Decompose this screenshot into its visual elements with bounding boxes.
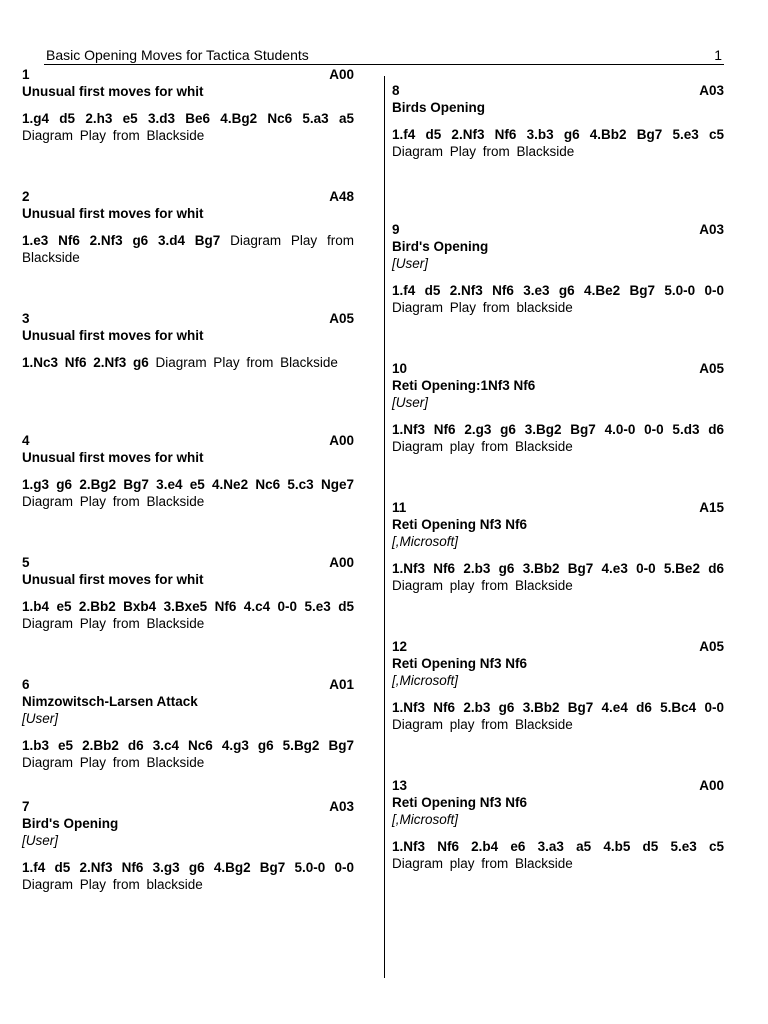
game-entry (392, 499, 724, 638)
game-source: [User] (22, 833, 59, 848)
game-number: 3 (22, 311, 30, 326)
move-list (22, 476, 354, 510)
game-number: 4 (22, 433, 30, 448)
move-list (392, 560, 724, 594)
move-list (392, 838, 724, 872)
game-header-row (22, 188, 354, 205)
diagram-link[interactable]: Diagram Play from Blackside (22, 494, 205, 509)
diagram-link[interactable]: Diagram play from Blackside (392, 717, 573, 732)
game-source: [User] (22, 711, 59, 726)
game-entry (392, 360, 724, 499)
game-header-row (392, 777, 724, 794)
game-entry (392, 777, 724, 916)
game-source: [,Microsoft] (392, 812, 459, 827)
game-number: 10 (392, 361, 408, 376)
game-header-row (392, 221, 724, 238)
page-header (44, 46, 724, 65)
game-number: 1 (22, 67, 30, 82)
diagram-link[interactable]: Diagram Play from blackside (392, 300, 573, 315)
game-source: [User] (392, 395, 429, 410)
eco-code: A03 (699, 83, 724, 98)
eco-code: A05 (329, 311, 354, 326)
move-list (392, 421, 724, 455)
game-number: 8 (392, 83, 400, 98)
eco-code: A03 (329, 799, 354, 814)
move-sequence: 1.Nc3 Nf6 2.Nf3 g6 (22, 355, 149, 370)
right-column (392, 82, 724, 916)
game-entry (22, 66, 354, 188)
opening-name: Nimzowitsch-Larsen Attack (22, 694, 198, 709)
game-entry (22, 676, 354, 798)
move-sequence: 1.g4 d5 2.h3 e5 3.d3 Be6 4.Bg2 Nc6 5.a3 a5 (22, 111, 354, 126)
game-number: 11 (392, 500, 407, 515)
eco-code: A03 (699, 222, 724, 237)
eco-code: A00 (329, 67, 354, 82)
game-header-row (22, 554, 354, 571)
diagram-link[interactable]: Diagram play from Blackside (392, 439, 573, 454)
move-sequence: 1.b4 e5 2.Bb2 Bxb4 3.Bxe5 Nf6 4.c4 0-0 5.e3 d5 (22, 599, 354, 614)
move-list (392, 282, 724, 316)
game-source: [,Microsoft] (392, 673, 459, 688)
opening-name: Reti Opening Nf3 Nf6 (392, 795, 528, 810)
move-sequence: 1.Nf3 Nf6 2.b3 g6 3.Bb2 Bg7 4.e3 0-0 5.Be2 d6 (392, 561, 724, 576)
eco-code: A00 (699, 778, 724, 793)
game-number: 6 (22, 677, 30, 692)
eco-code: A15 (699, 500, 724, 515)
page-number: 1 (714, 47, 722, 63)
game-entry (392, 82, 724, 221)
opening-name: Unusual first moves for whit (22, 450, 204, 465)
game-source: [,Microsoft] (392, 534, 459, 549)
move-sequence: 1.Nf3 Nf6 2.g3 g6 3.Bg2 Bg7 4.0-0 0-0 5.d3 d6 (392, 422, 724, 437)
diagram-link[interactable]: Diagram Play from Blackside (22, 128, 205, 143)
opening-name: Reti Opening Nf3 Nf6 (392, 656, 528, 671)
move-list (22, 110, 354, 144)
game-header-row (392, 638, 724, 655)
opening-name: Unusual first moves for whit (22, 206, 204, 221)
opening-name: Birds Opening (392, 100, 486, 115)
diagram-link[interactable]: Diagram play from Blackside (392, 856, 573, 871)
diagram-link[interactable]: Diagram Play from Blackside (22, 755, 205, 770)
game-entry (22, 310, 354, 432)
eco-code: A00 (329, 555, 354, 570)
move-list (22, 737, 354, 771)
game-header-row (392, 499, 724, 516)
document-title: Basic Opening Moves for Tactica Students (46, 47, 309, 63)
move-list (392, 126, 724, 160)
diagram-link[interactable]: Diagram Play from Blackside (392, 144, 575, 159)
left-column (22, 66, 354, 920)
move-list (22, 354, 354, 371)
opening-name: Unusual first moves for whit (22, 84, 204, 99)
game-header-row (22, 798, 354, 815)
game-header-row (392, 82, 724, 99)
move-list (392, 699, 724, 733)
eco-code: A48 (329, 189, 354, 204)
game-entry (22, 188, 354, 310)
eco-code: A05 (699, 639, 724, 654)
diagram-link[interactable]: Diagram Play from Blackside (148, 355, 338, 370)
game-header-row (22, 310, 354, 327)
game-number: 5 (22, 555, 30, 570)
diagram-link[interactable]: Diagram Play from Blackside (22, 616, 205, 631)
game-header-row (392, 360, 724, 377)
move-list (22, 598, 354, 632)
game-entry (22, 798, 354, 920)
opening-name: Reti Opening:1Nf3 Nf6 (392, 378, 536, 393)
move-sequence: 1.Nf3 Nf6 2.b4 e6 3.a3 a5 4.b5 d5 5.e3 c5 (392, 839, 724, 854)
game-header-row (22, 66, 354, 83)
move-sequence: 1.Nf3 Nf6 2.b3 g6 3.Bb2 Bg7 4.e4 d6 5.Bc4 0-0 (392, 700, 724, 715)
game-header-row (22, 432, 354, 449)
game-entry (22, 554, 354, 676)
game-source: [User] (392, 256, 429, 271)
game-number: 9 (392, 222, 400, 237)
game-entry (22, 432, 354, 554)
game-number: 2 (22, 189, 30, 204)
diagram-link[interactable]: Diagram Play from blackside (22, 877, 203, 892)
game-entry (392, 221, 724, 360)
move-sequence: 1.f4 d5 2.Nf3 Nf6 3.e3 g6 4.Be2 Bg7 5.0-0 0-0 (392, 283, 724, 298)
game-number: 7 (22, 799, 30, 814)
game-number: 12 (392, 639, 408, 654)
opening-name: Reti Opening Nf3 Nf6 (392, 517, 528, 532)
diagram-link[interactable]: Diagram Play from Blackside (22, 233, 354, 265)
game-entry (392, 638, 724, 777)
game-number: 13 (392, 778, 408, 793)
opening-name: Bird's Opening (392, 239, 489, 254)
opening-name: Bird's Opening (22, 816, 119, 831)
game-header-row (22, 676, 354, 693)
move-sequence: 1.e3 Nf6 2.Nf3 g6 3.d4 Bg7 (22, 233, 221, 248)
diagram-link[interactable]: Diagram play from Blackside (392, 578, 573, 593)
eco-code: A05 (699, 361, 724, 376)
opening-name: Unusual first moves for whit (22, 572, 204, 587)
move-sequence: 1.b3 e5 2.Bb2 d6 3.c4 Nc6 4.g3 g6 5.Bg2 Bg7 (22, 738, 354, 753)
move-sequence: 1.f4 d5 2.Nf3 Nf6 3.b3 g6 4.Bb2 Bg7 5.e3 c5 (392, 127, 724, 142)
move-list (22, 859, 354, 893)
eco-code: A01 (329, 677, 354, 692)
move-sequence: 1.f4 d5 2.Nf3 Nf6 3.g3 g6 4.Bg2 Bg7 5.0-0 0-0 (22, 860, 354, 875)
move-list (22, 232, 354, 266)
column-divider (384, 76, 385, 978)
move-sequence: 1.g3 g6 2.Bg2 Bg7 3.e4 e5 4.Ne2 Nc6 5.c3 Nge7 (22, 477, 354, 492)
eco-code: A00 (329, 433, 354, 448)
opening-name: Unusual first moves for whit (22, 328, 204, 343)
